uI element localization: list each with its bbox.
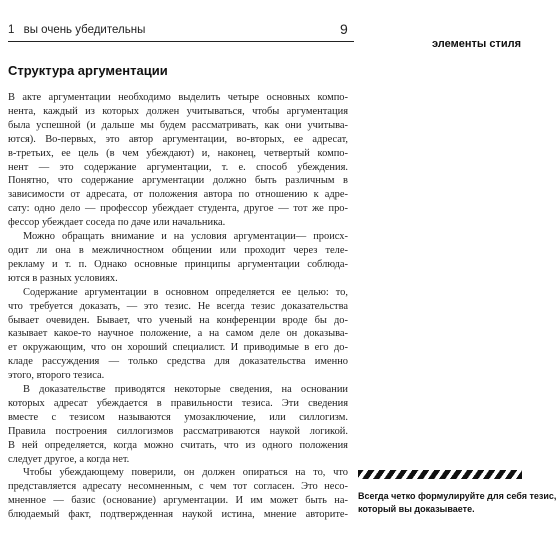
paragraph	[8, 466, 348, 522]
page-number: 9	[340, 21, 348, 37]
text-line: Понятно, что содержание аргументации должно быть различным в	[8, 175, 348, 187]
text-line: сату: одно дело — профессор убеждает студента, другое — тот же про-	[8, 203, 348, 215]
text-line: мненное — базис (основание) аргументации. И им может быть на-	[8, 495, 348, 507]
margin-note-text	[358, 490, 556, 515]
text-line: вместе с тезисом называются умозаключение, или силлогизм.	[8, 411, 348, 423]
margin-note	[358, 470, 556, 515]
note-line: Всегда четко формулируйте для себя тезис,	[358, 491, 556, 501]
text-line: кладе рассуждения — только средства для доказательства именно	[8, 356, 348, 368]
text-line: представляется адресату несомненным, с чем тот согласен. Это несо-	[8, 481, 348, 493]
text-line: Можно обращать внимание и на условия аргументации— происх-	[23, 231, 348, 243]
paragraph	[8, 230, 348, 286]
header-divider	[8, 41, 354, 42]
text-line: Содержание аргументации в основном определяется ее целью: то,	[23, 286, 348, 298]
text-line: зависимости от адресата, от положения автора по отношению к адре-	[8, 189, 348, 201]
paragraph	[8, 383, 348, 466]
paragraph	[8, 286, 348, 383]
text-line: бывает очевиден. Бывает, что ученый на конференции вроде бы до-	[8, 314, 348, 326]
text-line: блюдаемый факт, подтвержденная наукой истина, мнение авторите-	[8, 509, 348, 521]
text-line: следует другое, а когда нет.	[8, 453, 130, 465]
text-line: Правила построения силлогизмов рассматриваются наукой логикой.	[8, 425, 348, 437]
striped-divider	[358, 470, 522, 479]
running-header	[8, 24, 145, 36]
text-line: ются). Во-первых, это автор аргументации, во-вторых, ее адресат,	[8, 133, 348, 145]
text-line: которых адресат убеждается в правильности тезиса. Эти сведения	[8, 397, 348, 409]
section-title: Структура аргументации	[8, 63, 168, 78]
text-line: фессор убеждает соседа по даче или начальника.	[8, 217, 226, 229]
body-text	[8, 91, 348, 522]
text-line: В акте аргументации необходимо выделить четыре основных компо-	[8, 92, 348, 103]
text-line: этого, второго тезиса.	[8, 370, 105, 382]
text-line: нент — это содержание аргументации, т. е. способ убеждения.	[8, 161, 348, 173]
text-line: ются в разных условиях.	[8, 272, 118, 284]
section-label: элементы стиля	[431, 38, 521, 50]
chapter-title: вы очень убедительны	[23, 24, 146, 36]
text-line: В доказательстве приводятся некоторые сведения, на основании	[23, 384, 348, 396]
text-line: в-третьих, ее цель (в чем убеждают) и, наконец, четвертый компо-	[8, 147, 348, 159]
text-line: В ней определяется, когда можно считать, что из одного положения	[8, 439, 348, 451]
text-line: Чтобы убеждающему поверили, он должен опираться на то, что	[23, 467, 348, 479]
note-line: который вы доказываете.	[358, 503, 475, 514]
text-line: ет окружающим, что он хороший специалист. И приводимые в его до-	[8, 342, 348, 354]
text-line: была успешной (и дальше мы будем рассматривать, как они учитыва-	[8, 119, 348, 131]
paragraph	[8, 91, 348, 230]
text-line: одит ли она в межличностном общении или проходит через теле-	[8, 244, 348, 256]
text-line: что требуется доказать, — это тезис. Не всегда тезис доказательства	[8, 300, 348, 312]
text-line: рекламу и т. п. Однако основные принципы аргументации соблюда-	[8, 258, 348, 270]
text-line: нента, каждый из которых должен учитываться, чтобы аргументация	[8, 105, 348, 117]
text-line: казывает какое-то научное положение, а на самом деле он доказыва-	[8, 328, 348, 340]
chapter-number: 1	[8, 24, 15, 36]
